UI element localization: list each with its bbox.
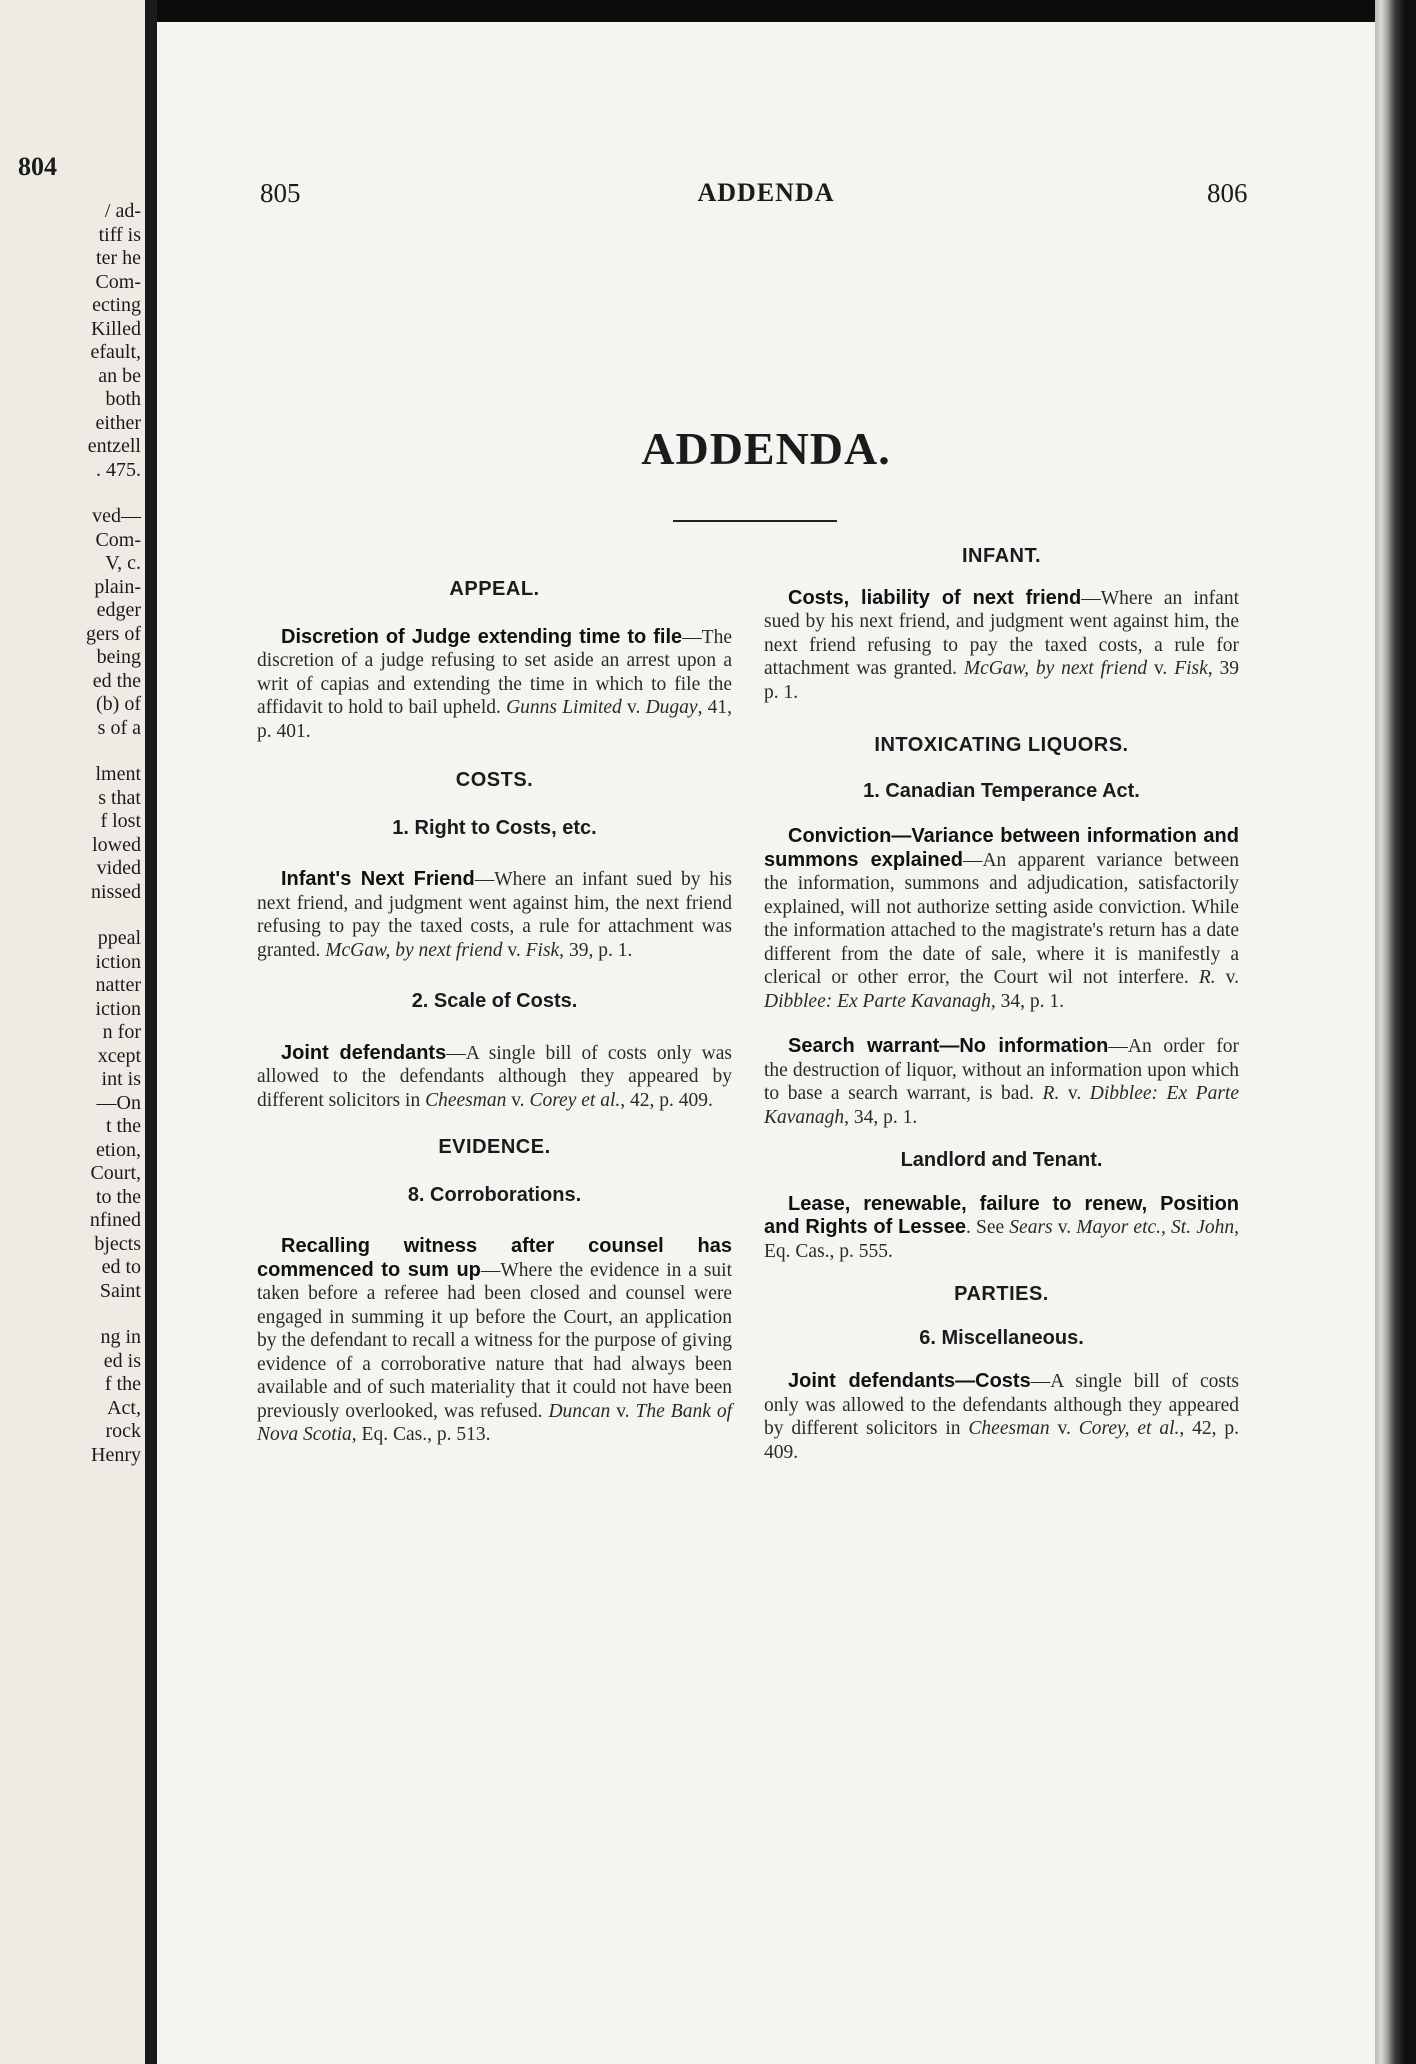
entry-lead: Discretion of Judge extending time to file: [281, 625, 683, 648]
subheading-miscellaneous: 6. Miscellaneous.: [919, 1326, 1084, 1349]
fragment-group: [86, 763, 141, 904]
fragment-line: Saint: [99, 1279, 141, 1302]
subheading-canadian-temperance-act: 1. Canadian Temperance Act.: [863, 779, 1140, 802]
entry-infants-next-friend: [257, 868, 732, 962]
fragment-line: efault,: [90, 341, 141, 363]
citation-italic: Dibblee: Ex Parte Kavanagh,: [764, 990, 996, 1012]
citation-italic: Gunns Limited: [506, 697, 622, 718]
entry-lead: Joint defendants: [281, 1041, 447, 1064]
fragment-line: ng in: [100, 1326, 141, 1348]
previous-page-number: 804: [18, 152, 57, 181]
fragment-group: [86, 927, 141, 1303]
entry-text: —An apparent variance between the information, summons and adjudication, satisfactorily explained, will not authorize setting aside conviction. While the information attached to the magistrate's return has a date different from the date of sale, where it is manifestly a clerical or other error, the Court wil not interfere.: [764, 849, 1239, 988]
fragment-line: —On: [96, 1091, 141, 1114]
entry-discretion-of-judge: [257, 626, 732, 744]
citation-italic: Corey, et al.: [1078, 1418, 1180, 1439]
entry-lease-renewable: [764, 1193, 1239, 1264]
fragment-line: natter: [95, 974, 141, 996]
citation-v: v.: [1059, 1083, 1090, 1104]
fragment-line: f the: [104, 1373, 141, 1395]
citation-ref: , 34, p. 1.: [844, 1106, 918, 1128]
citation-italic: McGaw, by next friend: [325, 939, 503, 961]
entry-lead: Recalling witness after counsel has commenced to sum up: [257, 1235, 732, 1281]
right-column: [764, 545, 1239, 1464]
fragment-line: ter he: [96, 247, 141, 269]
fragment-line: ved—: [92, 505, 141, 527]
citation-italic: Duncan: [548, 1400, 611, 1422]
header-left-page-number: 805: [260, 178, 301, 208]
fragment-line: ed is: [103, 1349, 141, 1372]
entry-joint-defendants-costs: [764, 1370, 1239, 1464]
entry-search-warrant: [764, 1035, 1239, 1129]
entry-text: —A single bill of costs only was allowed to the defendants although they appeared by different solicitors in: [764, 1371, 1239, 1439]
fragment-line: V, c.: [105, 552, 141, 574]
previous-page-fragments: [86, 200, 141, 1490]
fragment-line: (b) of: [96, 693, 141, 715]
fragment-line: ecting: [92, 294, 141, 316]
entry-conviction-variance: [764, 825, 1239, 1013]
fragment-line: nissed: [91, 880, 141, 903]
book-gutter: [145, 0, 157, 2064]
citation-italic: Fisk: [1174, 658, 1208, 679]
fragment-line: an be: [98, 364, 141, 387]
entry-text: —The discretion of a judge refusing to set aside an arrest upon a writ of capias and extending the time in which to file the affidavit to hold to bail upheld.: [257, 626, 732, 718]
citation-ref: , Eq. Cas., p. 513.: [351, 1424, 491, 1445]
citation-v: v.: [1147, 658, 1175, 679]
fragment-line: s that: [98, 786, 141, 809]
section-heading-parties: PARTIES.: [954, 1283, 1049, 1305]
fragment-line: vided: [96, 857, 141, 879]
citation-v: v.: [1049, 1418, 1079, 1439]
citation-italic: The Bank of Nova Scotia: [257, 1400, 733, 1445]
citation-italic: Cheesman: [968, 1418, 1050, 1439]
fragment-line: lment: [95, 763, 141, 785]
entry-text: —Where an infant sued by his next friend, and judgment went against him, the next friend refusing to pay the taxed costs, a rule for attachment was granted.: [764, 587, 1239, 679]
subheading-corroborations: 8. Corroborations.: [407, 1183, 582, 1206]
citation-ref: , 42, p. 409.: [764, 1418, 1239, 1463]
fragment-line: / ad-: [104, 200, 141, 222]
citation-ref: , 39 p. 1.: [764, 658, 1240, 703]
fragment-line: lowed: [92, 833, 141, 856]
fragment-line: gers of: [86, 622, 141, 645]
fragment-line: Court,: [90, 1162, 141, 1184]
section-heading-intoxicating-liquors: INTOXICATING LIQUORS.: [874, 734, 1129, 756]
fragment-line: xcept: [97, 1044, 141, 1067]
fragment-group: [86, 1326, 141, 1467]
fragment-group: [86, 505, 141, 740]
fragment-line: nfined: [89, 1209, 141, 1231]
citation-v: v.: [621, 697, 646, 718]
fragment-line: ed to: [101, 1256, 141, 1278]
fragment-line: s of a: [97, 716, 141, 739]
fragment-line: rock: [105, 1420, 141, 1442]
entry-lead: Lease, renewable, failure to renew, Position and Rights of Lessee: [764, 1192, 1239, 1238]
citation-italic: Dugay: [645, 697, 698, 718]
entry-text: . See: [965, 1217, 1010, 1238]
citation-italic: McGaw, by next friend: [963, 658, 1148, 679]
fragment-line: Act,: [107, 1396, 141, 1419]
main-title: ADDENDA.: [641, 423, 891, 474]
entry-text: —A single bill of costs only was allowed to the defendants although they appeared by different solicitors in: [257, 1042, 733, 1111]
entry-lead: Infant's Next Friend: [281, 868, 475, 890]
header-right-page-number: 806: [1207, 178, 1248, 208]
citation-ref: , 42, p. 409.: [620, 1089, 713, 1111]
entry-lead: Search warrant—No information: [788, 1035, 1109, 1057]
fragment-line: ed the: [92, 669, 141, 692]
fragment-line: Com-: [95, 528, 141, 551]
citation-italic: Corey et al.: [529, 1089, 621, 1111]
fragment-line: to the: [96, 1185, 141, 1208]
citation-italic: Fisk,: [525, 939, 565, 961]
subheading-scale-of-costs: 2. Scale of Costs.: [411, 990, 578, 1012]
fragment-line: bjects: [94, 1232, 141, 1255]
citation-ref: , Eq. Cas., p. 555.: [764, 1217, 1240, 1262]
section-heading-costs: COSTS.: [455, 769, 534, 791]
citation-italic: R.: [1198, 967, 1216, 988]
entry-text: —Where the evidence in a suit taken before a referee had been closed and counsel were engaged in summing it up before the Court, an application by the defendant to recall a witness for the purpose of giving evidence of a corroborative nature that had always been available and of such materiality that it could not have been previously overlooked, was refused.: [257, 1259, 732, 1422]
citation-italic: Dibblee: Ex Parte Kavanagh: [764, 1083, 1239, 1128]
citation-italic: Cheesman: [425, 1089, 507, 1111]
citation-v: v.: [502, 939, 526, 961]
fragment-line: entzell: [87, 435, 141, 457]
section-heading-appeal: APPEAL.: [449, 578, 540, 600]
fragment-line: Killed: [91, 317, 141, 340]
fragment-line: iction: [95, 997, 141, 1020]
fragment-line: ppeal: [97, 927, 141, 949]
citation-ref: 34, p. 1.: [995, 990, 1065, 1012]
page-edge-shadow: [1375, 0, 1416, 2064]
fragment-line: tiff is: [98, 223, 141, 246]
entry-lead: Costs, liability of next friend: [788, 586, 1082, 609]
fragment-line: t the: [106, 1115, 141, 1137]
entry-lead: Conviction—Variance between information and summons explained: [764, 825, 1239, 871]
subheading-landlord-and-tenant: Landlord and Tenant.: [900, 1149, 1103, 1171]
fragment-line: plain-: [94, 575, 141, 598]
fragment-line: . 475.: [96, 458, 141, 481]
citation-italic: R.: [1042, 1083, 1060, 1104]
fragment-group: [86, 200, 141, 482]
entry-joint-defendants: [257, 1042, 732, 1113]
citation-v: v.: [1215, 967, 1240, 988]
fragment-line: n for: [102, 1021, 141, 1043]
fragment-line: Henry: [91, 1443, 141, 1466]
entry-recalling-witness: [257, 1235, 732, 1447]
fragment-line: etion,: [96, 1138, 141, 1161]
section-heading-infant: INFANT.: [961, 545, 1042, 567]
fragment-line: being: [96, 646, 141, 668]
fragment-line: either: [95, 411, 141, 434]
subheading-right-to-costs: 1. Right to Costs, etc.: [392, 816, 597, 839]
citation-ref: 39, p. 1.: [564, 939, 633, 961]
citation-v: v.: [1052, 1217, 1077, 1238]
fragment-line: both: [105, 388, 141, 410]
document-page: [157, 22, 1375, 2064]
citation-v: v.: [610, 1400, 636, 1422]
fragment-line: int is: [101, 1068, 141, 1090]
fragment-line: Com-: [95, 270, 141, 293]
entry-lead: Joint defendants—Costs: [788, 1370, 1031, 1392]
header-title: ADDENDA: [697, 178, 835, 207]
section-heading-evidence: EVIDENCE.: [438, 1136, 551, 1158]
entry-text: —An order for the destruction of liquor, without an information upon which to base a search warrant, is bad.: [764, 1036, 1239, 1104]
running-header: [157, 178, 1375, 218]
left-column: [257, 578, 732, 1447]
fragment-line: f lost: [100, 810, 141, 832]
citation-italic: Mayor etc., St. John: [1076, 1217, 1235, 1238]
title-divider: [673, 520, 837, 522]
fragment-line: edger: [96, 599, 141, 621]
citation-italic: Sears: [1009, 1217, 1053, 1238]
entry-text: —Where an infant sued by his next friend, and judgment went against him, the next friend refusing to pay the taxed costs, a rule for attachment was granted.: [257, 869, 732, 961]
citation-v: v.: [506, 1089, 530, 1111]
fragment-line: iction: [95, 950, 141, 973]
previous-page-sliver: [0, 0, 145, 2064]
entry-costs-liability-of-next-friend: [764, 587, 1239, 705]
citation-ref: , 41, p. 401.: [257, 697, 733, 742]
